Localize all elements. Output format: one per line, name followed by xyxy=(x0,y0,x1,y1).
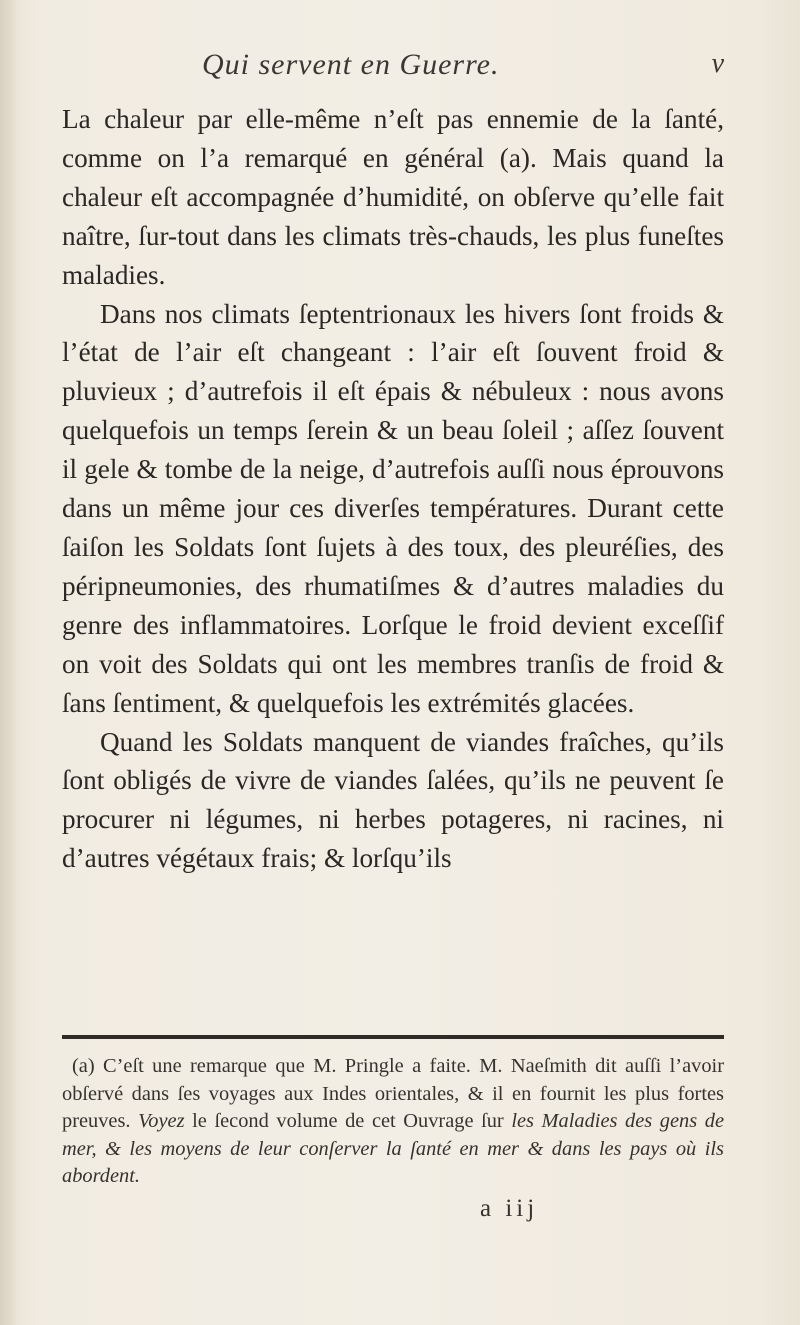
footnote-text-cont: le ſecond volume de cet Ouvrage ſur xyxy=(192,1110,504,1133)
signature-mark: a iij xyxy=(480,1195,539,1222)
page-spine-shadow xyxy=(0,0,18,1325)
paragraph: La chaleur par elle-même n’eſt pas ennemie de la ſanté, comme on l’a remarqué en général (a). Mais quand la chaleur eſt accompagnée d’humidité, on obſerve qu’elle fait naître, ſur-tout dans les climats très-chauds, les plus funeſtes maladies. xyxy=(62,104,724,290)
paragraph: Dans nos climats ſeptentrionaux les hivers ſont froids & l’état de l’air eſt changeant : l’air eſt ſouvent froid & pluvieux ; d’autrefois il eſt épais & nébuleux : nous avons quelquefois un temps ſerein & un beau ſoleil ; aſſez ſouvent il gele & tombe de la neige, d’autrefois auſſi nous éprouvons dans un même jour ces diverſes températures. Durant cette ſaiſon les Soldats ſont ſujets à des toux, des pleuréſies, des péripneumonies, des rhumatiſmes & d’autres maladies du genre des inflammatoires. Lorſque le froid devient exceſſif on voit des Soldats qui ont les membres tranſis de froid & ſans ſentiment, & quelquefois les extrémités glacées. xyxy=(62,298,724,718)
footnote-text: (a) C’eſt une remarque que M. Pringle a faite. M. Naeſmith dit auſſi l’avoir obſervé dans ſes voyages aux Indes orientales, & il en fournit les plus fortes preuves. xyxy=(62,1055,724,1133)
footnote-book-title: les Maladies des gens de mer, & les moyens de leur conſerver la ſanté en mer & dans les pays où ils abordent. xyxy=(62,1110,724,1188)
footnote xyxy=(62,1053,724,1191)
page-number: v xyxy=(711,48,724,79)
running-head: Qui servent en Guerre. xyxy=(202,48,500,81)
page-header xyxy=(62,48,724,88)
footnote-see: Voyez xyxy=(138,1110,185,1133)
paragraph: Quand les Soldats manquent de viandes fraîches, qu’ils ſont obligés de vivre de viandes ſalées, qu’ils ne peuvent ſe procurer ni légumes, ni herbes potageres, ni racines, ni d’autres végétaux frais; & lorſqu’ils xyxy=(62,726,724,874)
footnote-divider xyxy=(62,1035,724,1039)
main-text xyxy=(62,100,724,878)
